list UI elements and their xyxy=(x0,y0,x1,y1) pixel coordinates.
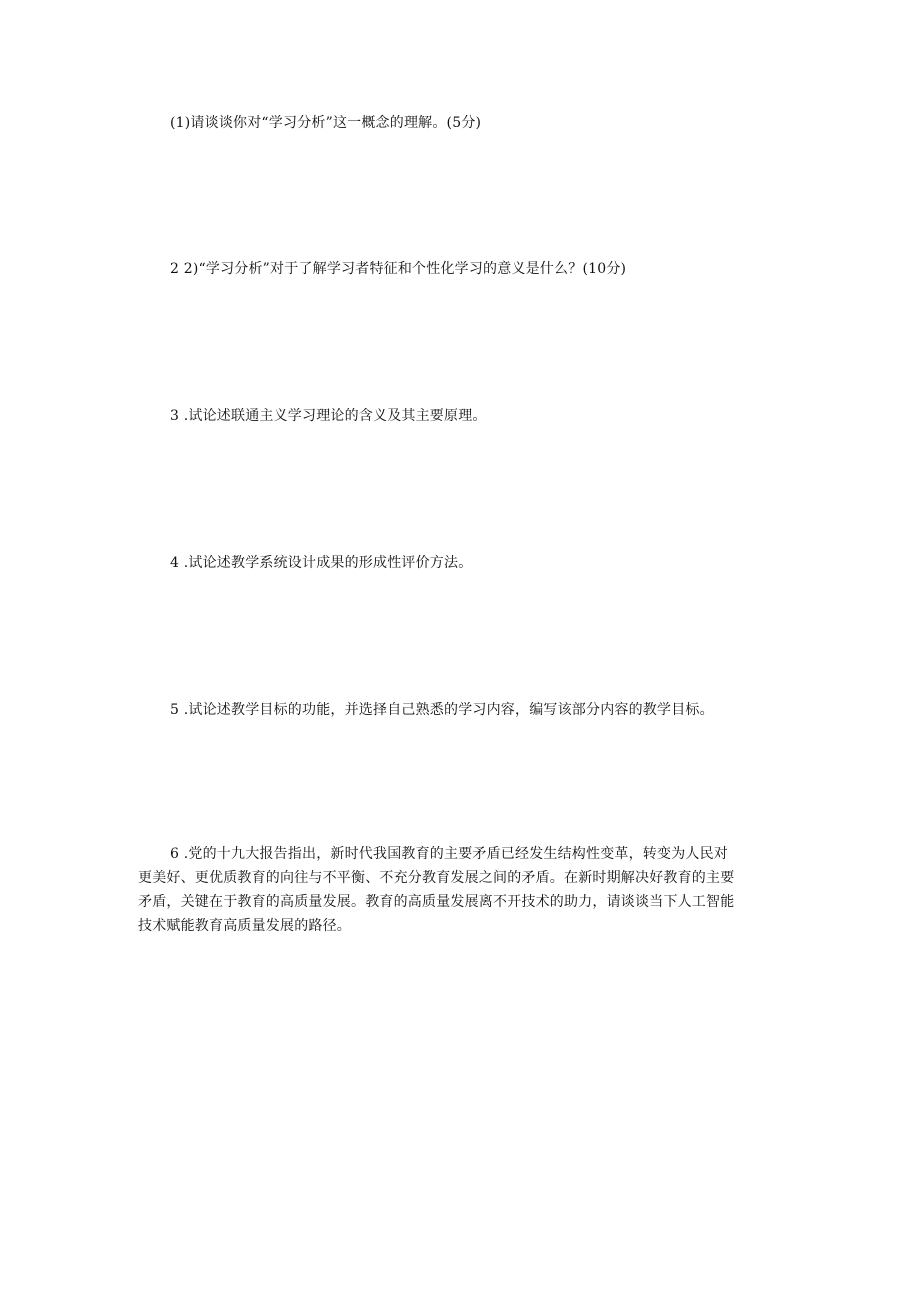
question-6-line: 6 .党的十九大报告指出，新时代我国教育的主要矛盾已经发生结构性变革，转变为人民对 xyxy=(170,846,729,862)
question-4-text: 4 .试论述教学系统设计成果的形成性评价方法。 xyxy=(170,555,473,571)
question-3-text: 3 .试论述联通主义学习理论的含义及其主要原理。 xyxy=(170,408,487,424)
question-6-paragraph xyxy=(138,842,788,938)
question-1-text: (1)请谈谈你对“学习分析”这一概念的理解。(5分) xyxy=(170,115,482,131)
question-2-text: 2 2)“学习分析”对于了解学习者特征和个性化学习的意义是什么？(10分) xyxy=(170,261,627,277)
question-5-text: 5 .试论述教学目标的功能，并选择自己熟悉的学习内容，编写该部分内容的教学目标。 xyxy=(170,702,714,718)
question-6-line: 更美好、更优质教育的向往与不平衡、不充分教育发展之间的矛盾。在新时期解决好教育的主要 xyxy=(138,870,735,886)
question-6-line: 矛盾，关键在于教育的高质量发展。教育的高质量发展离不开技术的助力，请谈谈当下人工智能 xyxy=(138,894,735,910)
question-6-line: 技术赋能教育高质量发展的路径。 xyxy=(138,918,351,934)
